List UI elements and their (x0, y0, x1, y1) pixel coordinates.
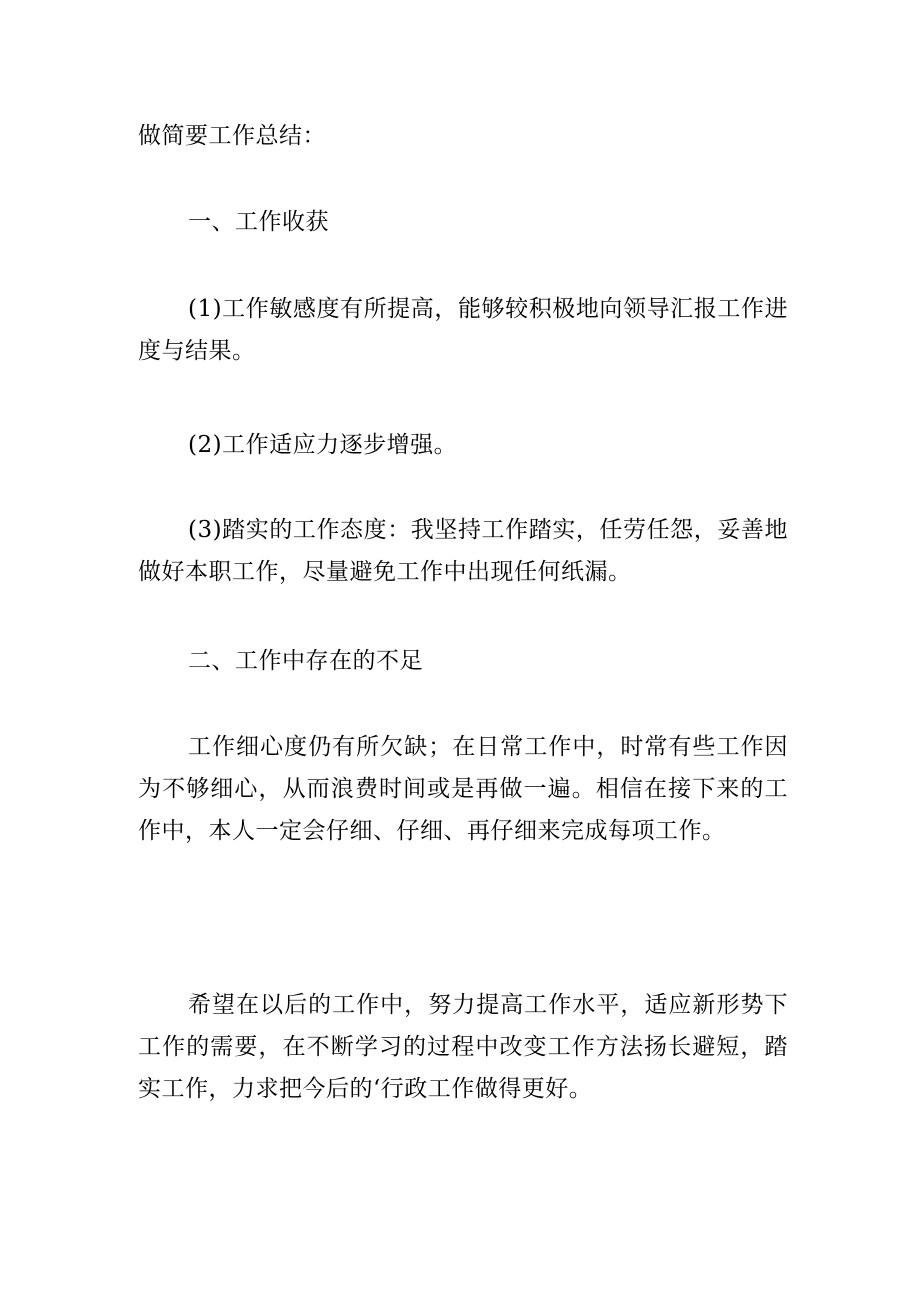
paragraph-shortcoming: 工作细心度仍有所欠缺；在日常工作中，时常有些工作因为不够细心，从而浪费时间或是再做一遍。相信在接下来的工作中，本人一定会仔细、仔细、再仔细来完成每项工作。 (138, 734, 788, 844)
section-heading-shortcomings: 二、工作中存在的不足 (188, 648, 423, 674)
paragraph-closing: 希望在以后的工作中，努力提高工作水平，适应新形势下工作的需要，在不断学习的过程中改变工作方法扬长避短，踏实工作，力求把今后的‘行政工作做得更好。 (138, 992, 788, 1102)
intro-line: 做简要工作总结： (138, 123, 326, 149)
paragraph-item-1: (1)工作敏感度有所提高，能够较积极地向领导汇报工作进度与结果。 (138, 296, 788, 364)
paragraph-item-3: (3)踏实的工作态度：我坚持工作踏实，任劳任怨，妥善地做好本职工作，尽量避免工作中出现任何纸漏。 (138, 517, 788, 585)
section-heading-gains: 一、工作收获 (188, 209, 329, 235)
paragraph-item-2: (2)工作适应力逐步增强。 (188, 432, 458, 458)
